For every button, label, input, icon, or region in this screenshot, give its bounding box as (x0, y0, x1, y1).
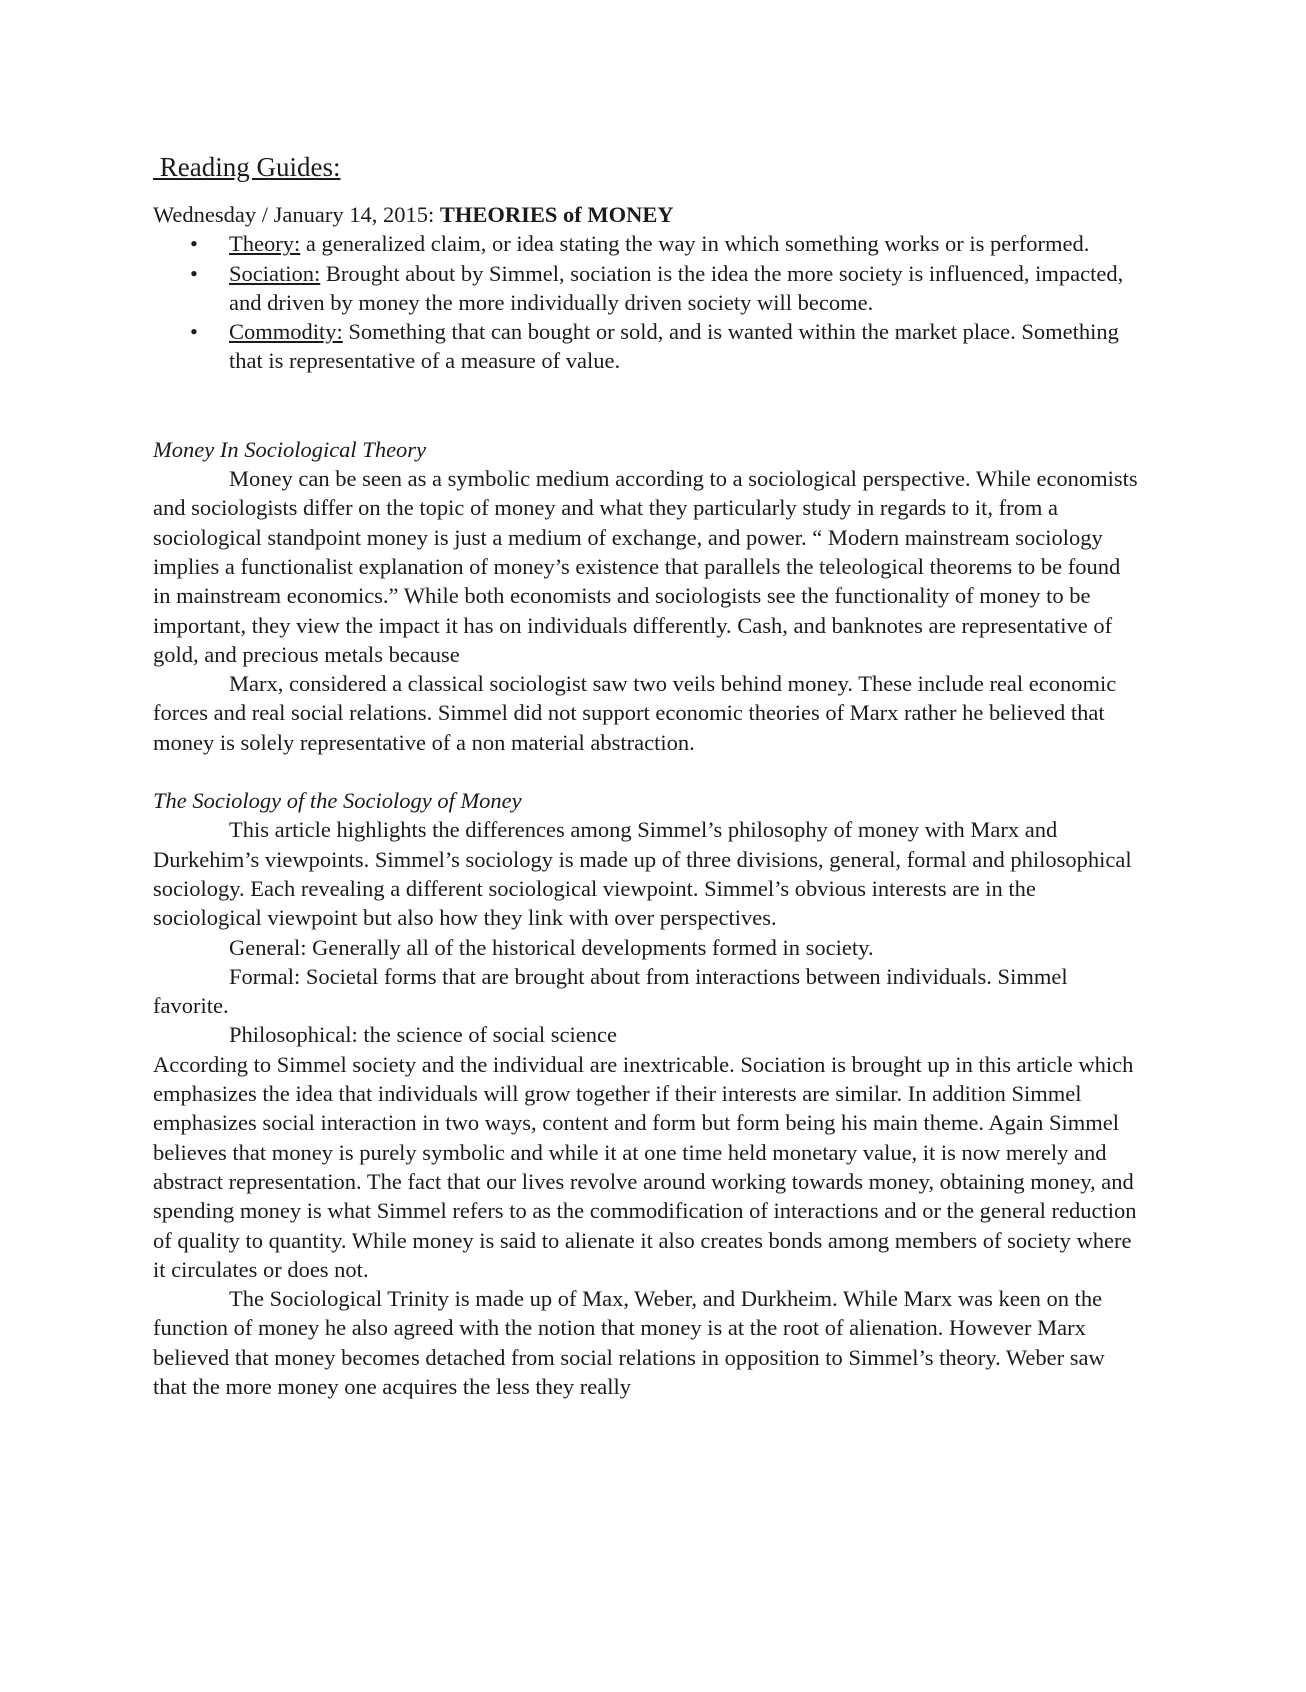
list-item (190, 259, 1143, 318)
section-title-sociology-of-money: The Sociology of the Sociology of Money (153, 788, 522, 814)
definition-general: General: Generally all of the historical developments formed in society. (229, 934, 874, 960)
definition-formal: Formal: Societal forms that are brought about from interactions between individuals. Simmel favorite. (153, 963, 1068, 1019)
term-definition: Brought about by Simmel, sociation is the idea the more society is influenced, impacted, and driven by money the more individually driven society will become. (229, 260, 1124, 315)
term-label: Sociation: (229, 260, 321, 286)
page-heading: Reading Guides: (153, 152, 341, 182)
term-definition: a generalized claim, or idea stating the way in which something works or is performed. (300, 231, 1090, 257)
body-paragraph: This article highlights the differences among Simmel’s philosophy of money with Marx and Durkehim’s viewpoints. Simmel’s sociology is made up of three divisions, general, formal and philosophical sociology. Each revealing a different sociological viewpoint. Simmel’s obvious interests are in the sociological viewpoint but also how they link with over perspectives. (153, 817, 1132, 931)
term-label: Commodity: (229, 319, 343, 345)
body-paragraph: The Sociological Trinity is made up of Max, Weber, and Durkheim. While Marx was keen on the function of money he also agreed with the notion that money is at the root of alienation. However Marx believed that money becomes detached from social relations in opposition to Simmel’s theory. Weber saw that the more money one acquires the less they really (153, 1286, 1105, 1399)
bullet-icon: • (190, 260, 198, 286)
topic-title: THEORIES of MONEY (439, 202, 674, 227)
date-line (153, 200, 1143, 229)
section-title-money-in-sociological-theory: Money In Sociological Theory (153, 436, 427, 462)
list-item (190, 317, 1143, 376)
term-label: Theory: (229, 231, 301, 257)
bullet-icon: • (190, 319, 198, 345)
definition-philosophical: Philosophical: the science of social science (229, 1022, 617, 1048)
bullet-icon: • (190, 231, 198, 257)
body-paragraph: Money can be seen as a symbolic medium according to a sociological perspective. While economists and sociologists differ on the topic of money and what they particularly study in regards to it, from a sociological standpoint money is just a medium of exchange, and power. “ Modern mainstream sociology implies a functionalist explanation of money’s existence that parallels the teleological theorems to be found in mainstream economics.” While both economists and sociologists see the functionality of money to be important, they view the impact it has on individuals differently. Cash, and banknotes are representative of gold, and precious metals because (153, 466, 1138, 667)
document-page (153, 150, 1143, 1401)
body-paragraph: Marx, considered a classical sociologist saw two veils behind money. These include real economic forces and real social relations. Simmel did not support economic theories of Marx rather he believed that money is solely representative of a non material abstraction. (153, 671, 1117, 755)
terms-list (153, 229, 1143, 375)
list-item (190, 229, 1143, 258)
date-text: Wednesday / January 14, 2015: (153, 202, 440, 227)
spacer (153, 757, 1143, 786)
spacer (153, 376, 1143, 435)
body-paragraph: According to Simmel society and the individual are inextricable. Sociation is brought up in this article which emphasizes the idea that individuals will grow together if their interests are similar. In addition Simmel emphasizes social interaction in two ways, content and form but form being his main theme. Again Simmel believes that money is purely symbolic and while it at one time held monetary value, it is now merely and abstract representation. The fact that our lives revolve around working towards money, obtaining money, and spending money is what Simmel refers to as the commodification of interactions and or the general reduction of quality to quantity. While money is said to alienate it also creates bonds among members of society where it circulates or does not. (153, 1051, 1137, 1282)
term-definition: Something that can bought or sold, and is wanted within the market place. Something that is representative of a measure of value. (229, 319, 1119, 374)
